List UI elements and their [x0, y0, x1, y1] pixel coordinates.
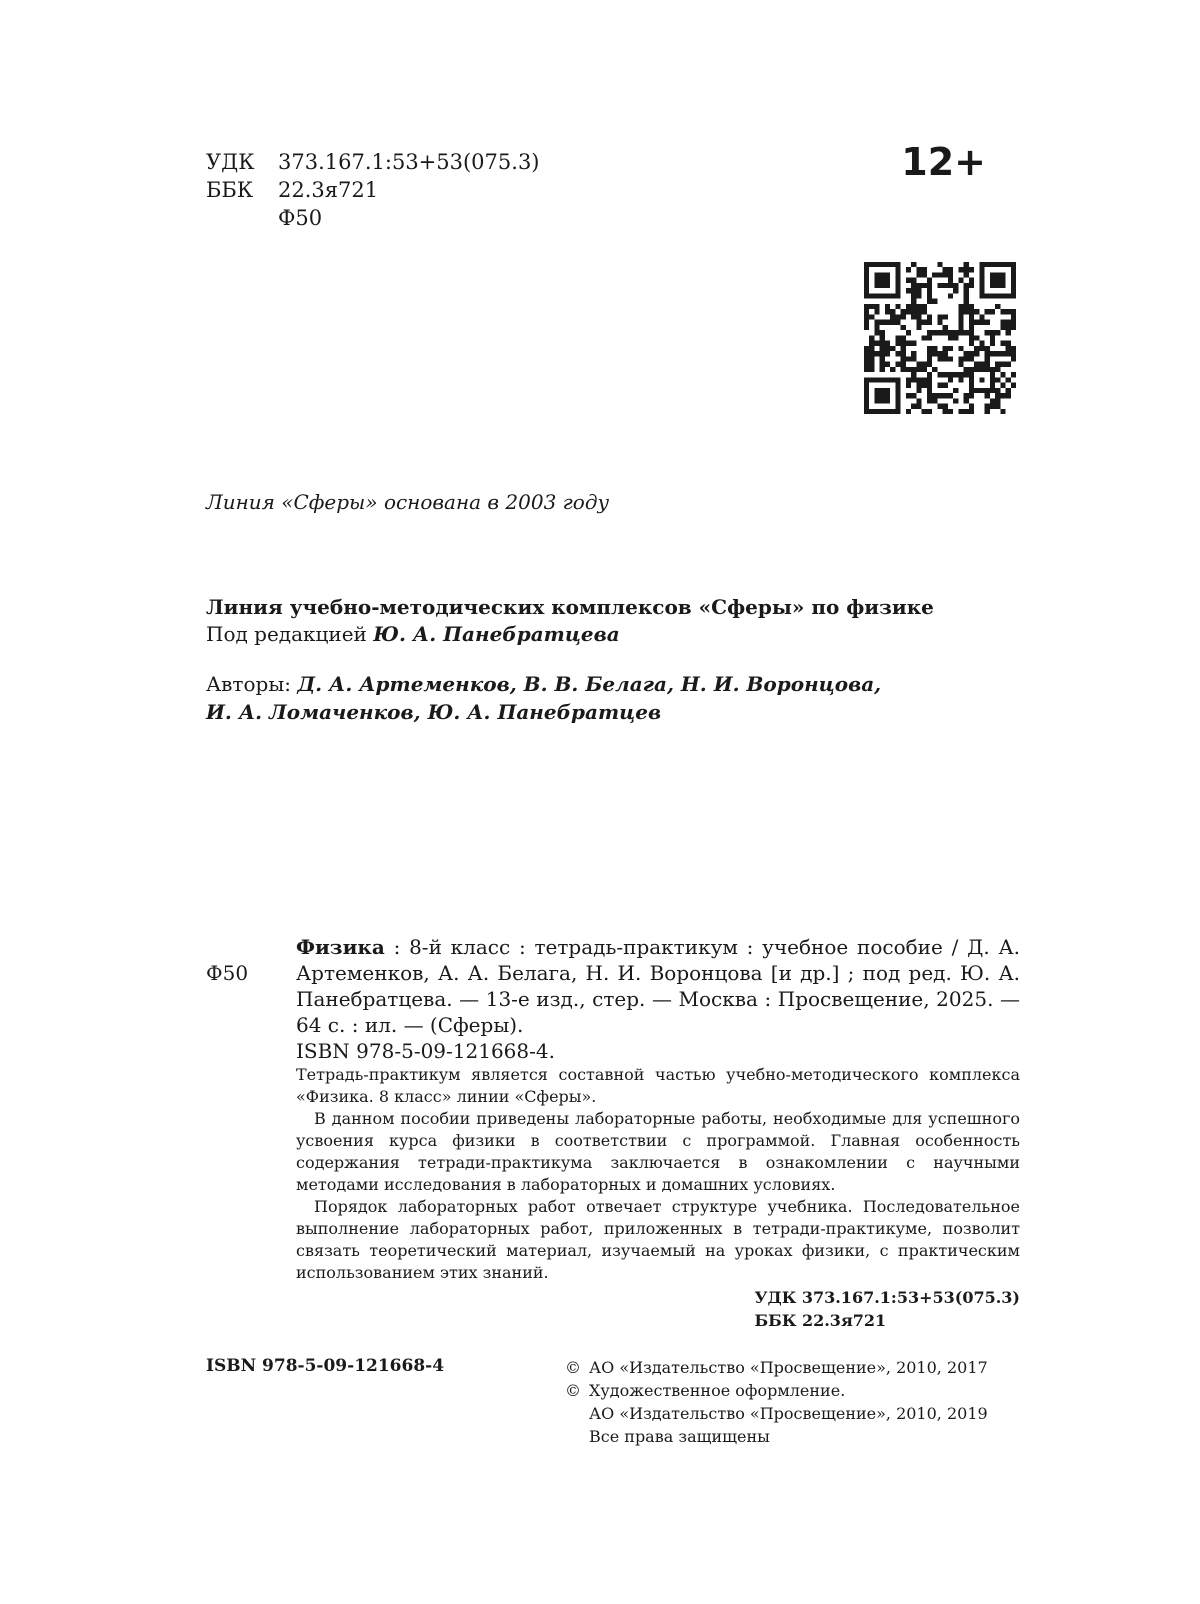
udk-label: УДК [206, 150, 255, 174]
bbk-value: 22.3я721 [278, 178, 379, 202]
biblio-cipher: Ф50 [206, 961, 249, 985]
biblio-rest: : 8-й класс : тетрадь-практикум : учебное пособие / Д. А. Артеменков, А. А. Белага, Н. И. Воронцова [и др.] ; под ред. Ю. А. Панебратцева. — 13-е изд., стер. — Москва : Просвещение, 2025. — 64 с. : ил. — (Сферы). [296, 935, 1020, 1037]
copyright-symbol: © [565, 1358, 581, 1377]
copyright-block [565, 1356, 988, 1448]
copyright-line-4: Все права защищены [589, 1427, 770, 1446]
authors-line-1: Д. А. Артеменков, В. В. Белага, Н. И. Воронцова, [297, 672, 882, 696]
series-info [206, 594, 934, 648]
editor-name: Ю. А. Панебратцева [373, 622, 620, 646]
classification-codes [206, 148, 540, 232]
authors-block [206, 670, 881, 726]
udk-bbk-repeat [755, 1286, 1021, 1332]
qr-code-icon [864, 262, 1016, 414]
authors-prefix: Авторы: [206, 672, 298, 696]
copyright-line-3: АО «Издательство «Просвещение», 2010, 2019 [589, 1404, 988, 1423]
annotation-paragraph: Тетрадь-практикум является составной частью учебно-методического комплекса «Физика. 8 класс» линии «Сферы». [296, 1065, 1020, 1106]
copyright-line-1: АО «Издательство «Просвещение», 2010, 2017 [589, 1358, 988, 1377]
series-editor [206, 621, 934, 648]
series-founded: Линия «Сферы» основана в 2003 году [206, 490, 610, 514]
annotation [296, 1064, 1020, 1284]
author-cipher: Ф50 [278, 206, 323, 230]
copyright-symbol: © [565, 1381, 581, 1400]
series-title: Линия учебно-методических комплексов «Сферы» по физике [206, 595, 934, 619]
age-rating: 12+ [901, 140, 986, 184]
annotation-paragraph: В данном пособии приведены лабораторные работы, необходимые для успешного усвоения курса физики в соответствии с программой. Главная особенность содержания тетради-практикума заключается в ознакомлении с научными методами исследования в лабораторных и домашних условиях. [296, 1109, 1020, 1194]
biblio-description [296, 934, 1020, 1038]
copyright-line-2: Художественное оформление. [589, 1381, 846, 1400]
biblio-isbn: ISBN 978-5-09-121668-4. [296, 1039, 555, 1063]
udk-repeat: УДК 373.167.1:53+53(075.3) [754, 1288, 1020, 1307]
annotation-paragraph: Порядок лабораторных работ отвечает структуре учебника. Последовательное выполнение лабораторных работ, приложенных в тетради-практикуме, позволит связать теоретический материал, изучаемый на уроках физики, с практическим использованием этих знаний. [296, 1197, 1020, 1282]
editor-prefix: Под редакцией [206, 622, 374, 646]
authors-line-2: И. А. Ломаченков, Ю. А. Панебратцев [206, 700, 662, 724]
bbk-repeat: ББК 22.3я721 [754, 1311, 887, 1330]
bibliographic-record [206, 934, 1020, 1064]
bbk-label: ББК [206, 178, 254, 202]
isbn: ISBN 978-5-09-121668-4 [206, 1356, 445, 1376]
udk-value: 373.167.1:53+53(075.3) [278, 150, 540, 174]
biblio-title: Физика [296, 935, 385, 959]
